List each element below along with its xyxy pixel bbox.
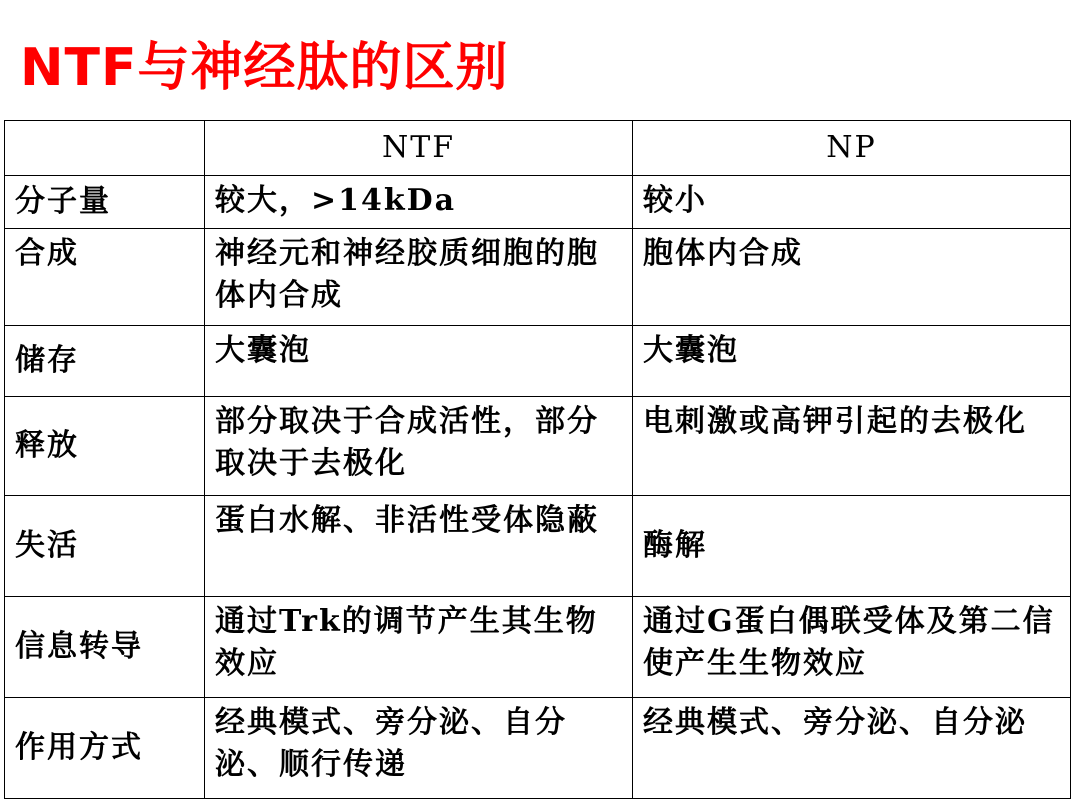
- header-cell-np: NP: [633, 121, 1071, 176]
- table-row: [5, 326, 1071, 397]
- comparison-table: [4, 120, 1071, 799]
- table-row: [5, 397, 1071, 496]
- row-label: 作用方式: [5, 698, 205, 799]
- row-label: 合成: [5, 229, 205, 326]
- table-row: [5, 176, 1071, 229]
- table-row: [5, 698, 1071, 799]
- np-cell: 酶解: [633, 496, 1071, 597]
- table-row: [5, 229, 1071, 326]
- table-row: [5, 496, 1071, 597]
- row-label: 储存: [5, 326, 205, 397]
- np-cell: 胞体内合成: [633, 229, 1071, 326]
- ntf-cell: 大囊泡: [205, 326, 633, 397]
- np-cell: 较小: [633, 176, 1071, 229]
- row-label: 失活: [5, 496, 205, 597]
- ntf-cell: 神经元和神经胶质细胞的胞体内合成: [205, 229, 633, 326]
- ntf-cell: 部分取决于合成活性，部分取决于去极化: [205, 397, 633, 496]
- ntf-cell: 蛋白水解、非活性受体隐蔽: [205, 496, 633, 597]
- table-header-row: [5, 121, 1071, 176]
- ntf-cell: 较大，>14kDa: [205, 176, 633, 229]
- header-cell-ntf: NTF: [205, 121, 633, 176]
- row-label: 分子量: [5, 176, 205, 229]
- row-label: 释放: [5, 397, 205, 496]
- np-cell: 大囊泡: [633, 326, 1071, 397]
- np-cell: 电刺激或高钾引起的去极化: [633, 397, 1071, 496]
- np-cell: 通过G蛋白偶联受体及第二信使产生生物效应: [633, 597, 1071, 698]
- slide-title: NTF与神经肽的区别: [20, 38, 509, 98]
- row-label: 信息转导: [5, 597, 205, 698]
- header-cell-empty: [5, 121, 205, 176]
- np-cell: 经典模式、旁分泌、自分泌: [633, 698, 1071, 799]
- ntf-cell: 经典模式、旁分泌、自分泌、顺行传递: [205, 698, 633, 799]
- table-row: [5, 597, 1071, 698]
- ntf-cell: 通过Trk的调节产生其生物效应: [205, 597, 633, 698]
